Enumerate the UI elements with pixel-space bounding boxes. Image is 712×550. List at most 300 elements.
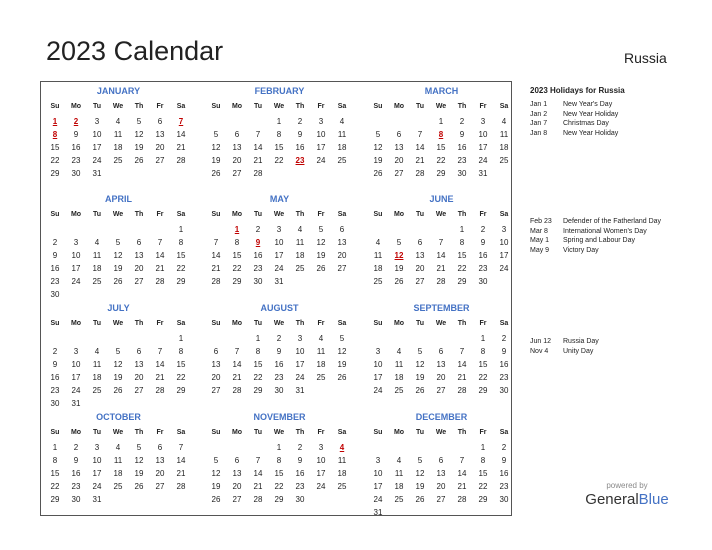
- calendar-day: 28: [155, 386, 165, 395]
- calendar-day: 13: [337, 238, 347, 247]
- calendar-day: 4: [318, 334, 324, 343]
- weekday-header: Mo: [393, 211, 405, 218]
- weekday-header: Sa: [337, 103, 347, 110]
- calendar-day: 29: [478, 495, 488, 504]
- calendar-day: 3: [318, 117, 324, 126]
- calendar-day: 17: [316, 469, 326, 478]
- calendar-day: 24: [71, 277, 81, 286]
- calendar-day: 30: [274, 386, 284, 395]
- calendar-day: 8: [480, 456, 486, 465]
- weekday-header: Tu: [92, 429, 102, 436]
- calendar-day: 1: [480, 334, 486, 343]
- weekday-header: Sa: [176, 320, 186, 327]
- calendar-day: 1: [276, 117, 282, 126]
- calendar-day: 5: [136, 117, 142, 126]
- calendar-day: 30: [478, 277, 488, 286]
- calendar-day: 27: [394, 169, 404, 178]
- calendar-day: 23: [295, 482, 305, 491]
- calendar-day: 4: [375, 238, 381, 247]
- calendar-day: 8: [480, 347, 486, 356]
- weekday-header: Fr: [156, 103, 164, 110]
- calendar-day: 21: [436, 264, 446, 273]
- weekday-header: We: [435, 429, 447, 436]
- weekday-header: We: [273, 429, 285, 436]
- brand-name: [584, 491, 670, 509]
- holiday-row: [530, 236, 661, 246]
- holiday-date-label: Jun 12: [530, 338, 552, 345]
- calendar-day: 5: [417, 347, 423, 356]
- calendar-day: 18: [113, 143, 123, 152]
- calendar-day: 14: [155, 360, 165, 369]
- calendar-day: 22: [232, 264, 242, 273]
- brand-logo: [584, 481, 670, 509]
- weekday-header: Fr: [479, 103, 487, 110]
- calendar-day: 15: [274, 469, 284, 478]
- calendar-day: 29: [232, 277, 242, 286]
- month-title: FEBRUARY: [254, 86, 305, 96]
- calendar-day: 21: [253, 482, 263, 491]
- weekday-header: Mo: [231, 429, 243, 436]
- calendar-day: 25: [113, 482, 123, 491]
- holiday-name: Christmas Day: [563, 120, 609, 128]
- calendar-day: 20: [337, 251, 347, 260]
- country-label: Russia: [624, 50, 667, 66]
- calendar-day: 16: [499, 360, 509, 369]
- calendar-day: 26: [415, 386, 425, 395]
- calendar-day: 23: [457, 156, 467, 165]
- calendar-day: 26: [211, 495, 221, 504]
- calendar-day: 20: [211, 373, 221, 382]
- calendar-day: 26: [415, 495, 425, 504]
- calendar-day: 19: [373, 156, 383, 165]
- calendar-day: 14: [457, 360, 467, 369]
- calendar-day: 17: [373, 482, 383, 491]
- calendar-day: 12: [211, 469, 221, 478]
- weekday-header: Mo: [70, 211, 82, 218]
- calendar-day: 17: [316, 143, 326, 152]
- calendar-day: 1: [438, 117, 444, 126]
- weekday-header: We: [435, 320, 447, 327]
- calendar-day: 8: [276, 456, 282, 465]
- calendar-day: 12: [316, 238, 326, 247]
- brand-powered-by: powered by: [606, 481, 648, 490]
- calendar-day: 23: [50, 277, 60, 286]
- holiday-name: Defender of the Fatherland Day: [563, 218, 662, 225]
- calendar-day: 16: [71, 469, 81, 478]
- calendar-day: 6: [157, 443, 163, 452]
- calendar-day: 6: [136, 238, 142, 247]
- calendar-day: 27: [155, 156, 165, 165]
- weekday-header: Mo: [70, 103, 82, 110]
- calendar-day: 2: [52, 238, 58, 247]
- weekday-header: We: [112, 429, 124, 436]
- calendar-day: 19: [134, 469, 144, 478]
- month-august: [207, 302, 352, 412]
- weekday-header: We: [112, 103, 124, 110]
- calendar-day: 2: [501, 334, 507, 343]
- calendar-day: 4: [94, 347, 100, 356]
- calendar-day: 21: [457, 373, 467, 382]
- calendar-day: 29: [50, 169, 60, 178]
- calendar-day: 11: [373, 251, 383, 260]
- calendar-day: 14: [415, 143, 425, 152]
- calendar-day: 15: [232, 251, 242, 260]
- calendar-day: 30: [253, 277, 263, 286]
- calendar-day: 20: [134, 373, 144, 382]
- calendar-day: 12: [415, 360, 425, 369]
- calendar-day: 14: [232, 360, 242, 369]
- calendar-day: 5: [417, 456, 423, 465]
- calendar-day: 5: [136, 443, 142, 452]
- calendar-day: 21: [155, 373, 165, 382]
- weekday-header: Mo: [393, 103, 405, 110]
- calendar-day: 24: [274, 264, 284, 273]
- calendar-day: 18: [373, 264, 383, 273]
- calendar-day: 17: [71, 264, 81, 273]
- weekday-header: Th: [134, 211, 144, 218]
- calendar-day: 1: [459, 225, 465, 234]
- calendar-day: 15: [253, 360, 263, 369]
- calendar-day: 30: [50, 399, 60, 408]
- calendar-day: 29: [274, 495, 284, 504]
- weekday-header: Tu: [253, 211, 263, 218]
- calendar-day: 28: [436, 277, 446, 286]
- weekday-header: Tu: [415, 429, 425, 436]
- calendar-day: 11: [295, 238, 305, 247]
- month-january: [46, 85, 191, 195]
- calendar-day: 3: [375, 456, 381, 465]
- calendar-day: 12: [113, 251, 123, 260]
- calendar-day: 30: [499, 386, 509, 395]
- calendar-day: 13: [232, 469, 242, 478]
- calendar-day: 12: [337, 347, 347, 356]
- calendar-day: 10: [71, 251, 81, 260]
- calendar-day: 24: [373, 495, 383, 504]
- calendar-day: 15: [457, 251, 467, 260]
- calendar-day: 8: [178, 347, 184, 356]
- weekday-header: Mo: [231, 211, 243, 218]
- holiday-date: 8: [438, 130, 444, 139]
- calendar-day: 10: [316, 456, 326, 465]
- holiday-date-label: Jan 2: [530, 110, 548, 118]
- calendar-day: 22: [253, 373, 263, 382]
- calendar-day: 9: [73, 130, 79, 139]
- calendar-day: 6: [234, 456, 240, 465]
- calendar-day: 1: [480, 443, 486, 452]
- calendar-day: 2: [501, 443, 507, 452]
- calendar-day: 18: [394, 482, 404, 491]
- calendar-day: 7: [255, 456, 261, 465]
- month-title: JULY: [107, 303, 130, 313]
- weekday-header: We: [273, 211, 285, 218]
- calendar-day: 1: [276, 443, 282, 452]
- calendar-day: 25: [316, 373, 326, 382]
- weekday-header: Tu: [415, 211, 425, 218]
- calendar-day: 20: [232, 482, 242, 491]
- calendar-day: 4: [501, 117, 507, 126]
- calendar-day: 12: [373, 143, 383, 152]
- calendar-day: 20: [134, 264, 144, 273]
- calendar-day: 30: [71, 169, 81, 178]
- calendar-day: 9: [480, 238, 486, 247]
- weekday-header: Su: [50, 320, 60, 327]
- weekday-header: Su: [211, 103, 221, 110]
- calendar-day: 2: [73, 443, 79, 452]
- calendar-day: 12: [134, 130, 144, 139]
- calendar-day: 27: [415, 277, 425, 286]
- weekday-header: Su: [373, 103, 383, 110]
- calendar-day: 29: [478, 386, 488, 395]
- calendar-day: 21: [415, 156, 425, 165]
- calendar-day: 2: [459, 117, 465, 126]
- holiday-date: 1: [52, 117, 58, 126]
- calendar-day: 29: [50, 495, 60, 504]
- calendar-day: 4: [396, 347, 402, 356]
- calendar-day: 24: [92, 156, 102, 165]
- calendar-day: 27: [436, 495, 446, 504]
- weekday-header: Fr: [156, 320, 164, 327]
- weekday-header: Fr: [317, 429, 325, 436]
- calendar-day: 19: [337, 360, 347, 369]
- calendar-day: 5: [318, 225, 324, 234]
- calendar-day: 24: [316, 156, 326, 165]
- calendar-day: 15: [50, 143, 60, 152]
- calendar-day: 7: [234, 347, 240, 356]
- calendar-day: 2: [52, 347, 58, 356]
- month-march: [369, 85, 514, 195]
- holiday-date: 1: [234, 225, 240, 234]
- weekday-header: Mo: [70, 320, 82, 327]
- calendar-day: 31: [373, 508, 383, 517]
- holiday-name: New Year's Day: [563, 101, 613, 108]
- holiday-date: 2: [73, 117, 79, 126]
- calendar-day: 23: [71, 156, 81, 165]
- calendar-day: 8: [52, 456, 58, 465]
- calendar-day: 4: [396, 456, 402, 465]
- weekday-header: Mo: [231, 320, 243, 327]
- calendar-day: 30: [457, 169, 467, 178]
- calendar-day: 21: [253, 156, 263, 165]
- calendar-day: 15: [176, 251, 186, 260]
- month-october: [46, 411, 191, 521]
- calendar-day: 12: [415, 469, 425, 478]
- month-february: [207, 85, 352, 195]
- calendar-day: 14: [253, 143, 263, 152]
- calendar-day: 6: [234, 130, 240, 139]
- weekday-header: Fr: [479, 320, 487, 327]
- calendar-day: 13: [436, 469, 446, 478]
- calendar-day: 9: [501, 456, 507, 465]
- calendar-day: 27: [436, 386, 446, 395]
- calendar-day: 21: [155, 264, 165, 273]
- weekday-header: Tu: [92, 211, 102, 218]
- holiday-list: [530, 100, 618, 138]
- calendar-day: 17: [92, 143, 102, 152]
- calendar-day: 5: [115, 238, 121, 247]
- calendar-day: 15: [274, 143, 284, 152]
- calendar-day: 19: [316, 251, 326, 260]
- holiday-name: International Women's Day: [563, 227, 647, 235]
- calendar-day: 29: [253, 386, 263, 395]
- calendar-day: 5: [213, 456, 219, 465]
- calendar-day: 1: [178, 334, 184, 343]
- weekday-header: We: [273, 320, 285, 327]
- calendar-day: 26: [134, 482, 144, 491]
- calendar-day: 26: [113, 277, 123, 286]
- weekday-header: Fr: [317, 320, 325, 327]
- weekday-header: Tu: [92, 103, 102, 110]
- calendar-day: 17: [499, 251, 509, 260]
- calendar-day: 28: [232, 386, 242, 395]
- weekday-header: Sa: [176, 211, 186, 218]
- calendar-day: 24: [373, 386, 383, 395]
- holiday-date: 7: [178, 117, 184, 126]
- calendar-day: 18: [337, 143, 347, 152]
- calendar-day: 31: [478, 169, 488, 178]
- weekday-header: Mo: [393, 320, 405, 327]
- calendar-day: 15: [50, 469, 60, 478]
- calendar-day: 11: [316, 347, 326, 356]
- weekday-header: Th: [295, 211, 305, 218]
- calendar-day: 10: [373, 469, 383, 478]
- calendar-day: 3: [73, 347, 79, 356]
- weekday-header: Th: [295, 429, 305, 436]
- month-title: MARCH: [424, 86, 459, 96]
- calendar-day: 31: [274, 277, 284, 286]
- calendar-day: 27: [211, 386, 221, 395]
- calendar-day: 21: [176, 469, 186, 478]
- calendar-day: 17: [274, 251, 284, 260]
- calendar-day: 31: [92, 169, 102, 178]
- calendar-day: 7: [459, 456, 465, 465]
- holiday-row: [530, 217, 661, 227]
- weekday-header: Tu: [415, 103, 425, 110]
- weekday-header: Fr: [479, 211, 487, 218]
- calendar-day: 5: [213, 130, 219, 139]
- calendar-day: 23: [71, 482, 81, 491]
- weekday-header: Su: [50, 429, 60, 436]
- month-title: AUGUST: [260, 303, 299, 313]
- calendar-day: 20: [155, 143, 165, 152]
- holiday-date: 8: [52, 130, 58, 139]
- weekday-header: Th: [295, 103, 305, 110]
- calendar-day: 6: [136, 347, 142, 356]
- calendar-day: 5: [375, 130, 381, 139]
- calendar-day: 13: [415, 251, 425, 260]
- calendar-day: 2: [480, 225, 486, 234]
- calendar-day: 9: [297, 456, 303, 465]
- month-april: [46, 193, 191, 303]
- calendar-day: 22: [478, 373, 488, 382]
- month-november: [207, 411, 352, 521]
- calendar-day: 3: [94, 443, 100, 452]
- calendar-day: 19: [211, 482, 221, 491]
- weekday-header: Sa: [499, 429, 509, 436]
- calendar-day: 26: [211, 169, 221, 178]
- weekday-header: We: [112, 320, 124, 327]
- calendar-day: 30: [295, 495, 305, 504]
- calendar-day: 11: [337, 456, 347, 465]
- calendar-day: 25: [295, 264, 305, 273]
- weekday-header: Th: [295, 320, 305, 327]
- calendar-day: 12: [113, 360, 123, 369]
- calendar-day: 8: [234, 238, 240, 247]
- holiday-row: [530, 119, 618, 129]
- weekday-header: Sa: [337, 429, 347, 436]
- calendar-day: 28: [155, 277, 165, 286]
- calendar-day: 10: [71, 360, 81, 369]
- month-july: [46, 302, 191, 412]
- holiday-list: [530, 337, 599, 356]
- calendar-day: 14: [436, 251, 446, 260]
- holiday-name: New Year Holiday: [563, 129, 619, 137]
- weekday-header: We: [112, 211, 124, 218]
- weekday-header: Mo: [393, 429, 405, 436]
- calendar-day: 25: [92, 277, 102, 286]
- holiday-row: [530, 227, 661, 237]
- calendar-day: 17: [478, 143, 488, 152]
- calendar-day: 21: [232, 373, 242, 382]
- calendar-day: 2: [276, 334, 282, 343]
- calendar-day: 22: [50, 156, 60, 165]
- calendar-day: 9: [297, 130, 303, 139]
- weekday-header: Fr: [317, 211, 325, 218]
- calendar-day: 14: [176, 456, 186, 465]
- calendar-day: 14: [176, 130, 186, 139]
- weekday-header: Tu: [253, 103, 263, 110]
- calendar-day: 11: [92, 251, 102, 260]
- brand-name-blue: Blue: [638, 491, 669, 508]
- calendar-day: 28: [415, 169, 425, 178]
- calendar-day: 7: [157, 238, 163, 247]
- calendar-day: 14: [155, 251, 165, 260]
- holiday-date-label: Feb 23: [530, 218, 552, 225]
- calendar-day: 3: [297, 334, 303, 343]
- calendar-day: 22: [274, 156, 284, 165]
- calendar-day: 21: [457, 482, 467, 491]
- month-september: [369, 302, 514, 412]
- calendar-day: 7: [157, 347, 163, 356]
- calendar-day: 2: [297, 117, 303, 126]
- weekday-header: Fr: [156, 429, 164, 436]
- weekday-header: Th: [457, 429, 467, 436]
- weekday-header: Tu: [253, 429, 263, 436]
- calendar-day: 20: [232, 156, 242, 165]
- holiday-row: [530, 129, 618, 139]
- calendar-day: 19: [415, 373, 425, 382]
- calendar-day: 10: [373, 360, 383, 369]
- calendar-day: 10: [316, 130, 326, 139]
- calendar-day: 16: [71, 143, 81, 152]
- holiday-date-label: Jan 1: [530, 101, 548, 108]
- calendar-day: 19: [113, 264, 123, 273]
- calendar-day: 18: [92, 373, 102, 382]
- calendar-day: 23: [50, 386, 60, 395]
- calendar-day: 24: [92, 482, 102, 491]
- calendar-day: 13: [436, 360, 446, 369]
- calendar-day: 27: [155, 482, 165, 491]
- calendar-day: 25: [113, 156, 123, 165]
- calendar-day: 30: [71, 495, 81, 504]
- holiday-row: [530, 246, 661, 256]
- calendar-day: 10: [92, 130, 102, 139]
- month-december: [369, 411, 514, 521]
- weekday-header: Th: [457, 103, 467, 110]
- calendar-day: 21: [176, 143, 186, 152]
- calendar-day: 19: [134, 143, 144, 152]
- calendar-day: 6: [213, 347, 219, 356]
- calendar-day: 26: [113, 386, 123, 395]
